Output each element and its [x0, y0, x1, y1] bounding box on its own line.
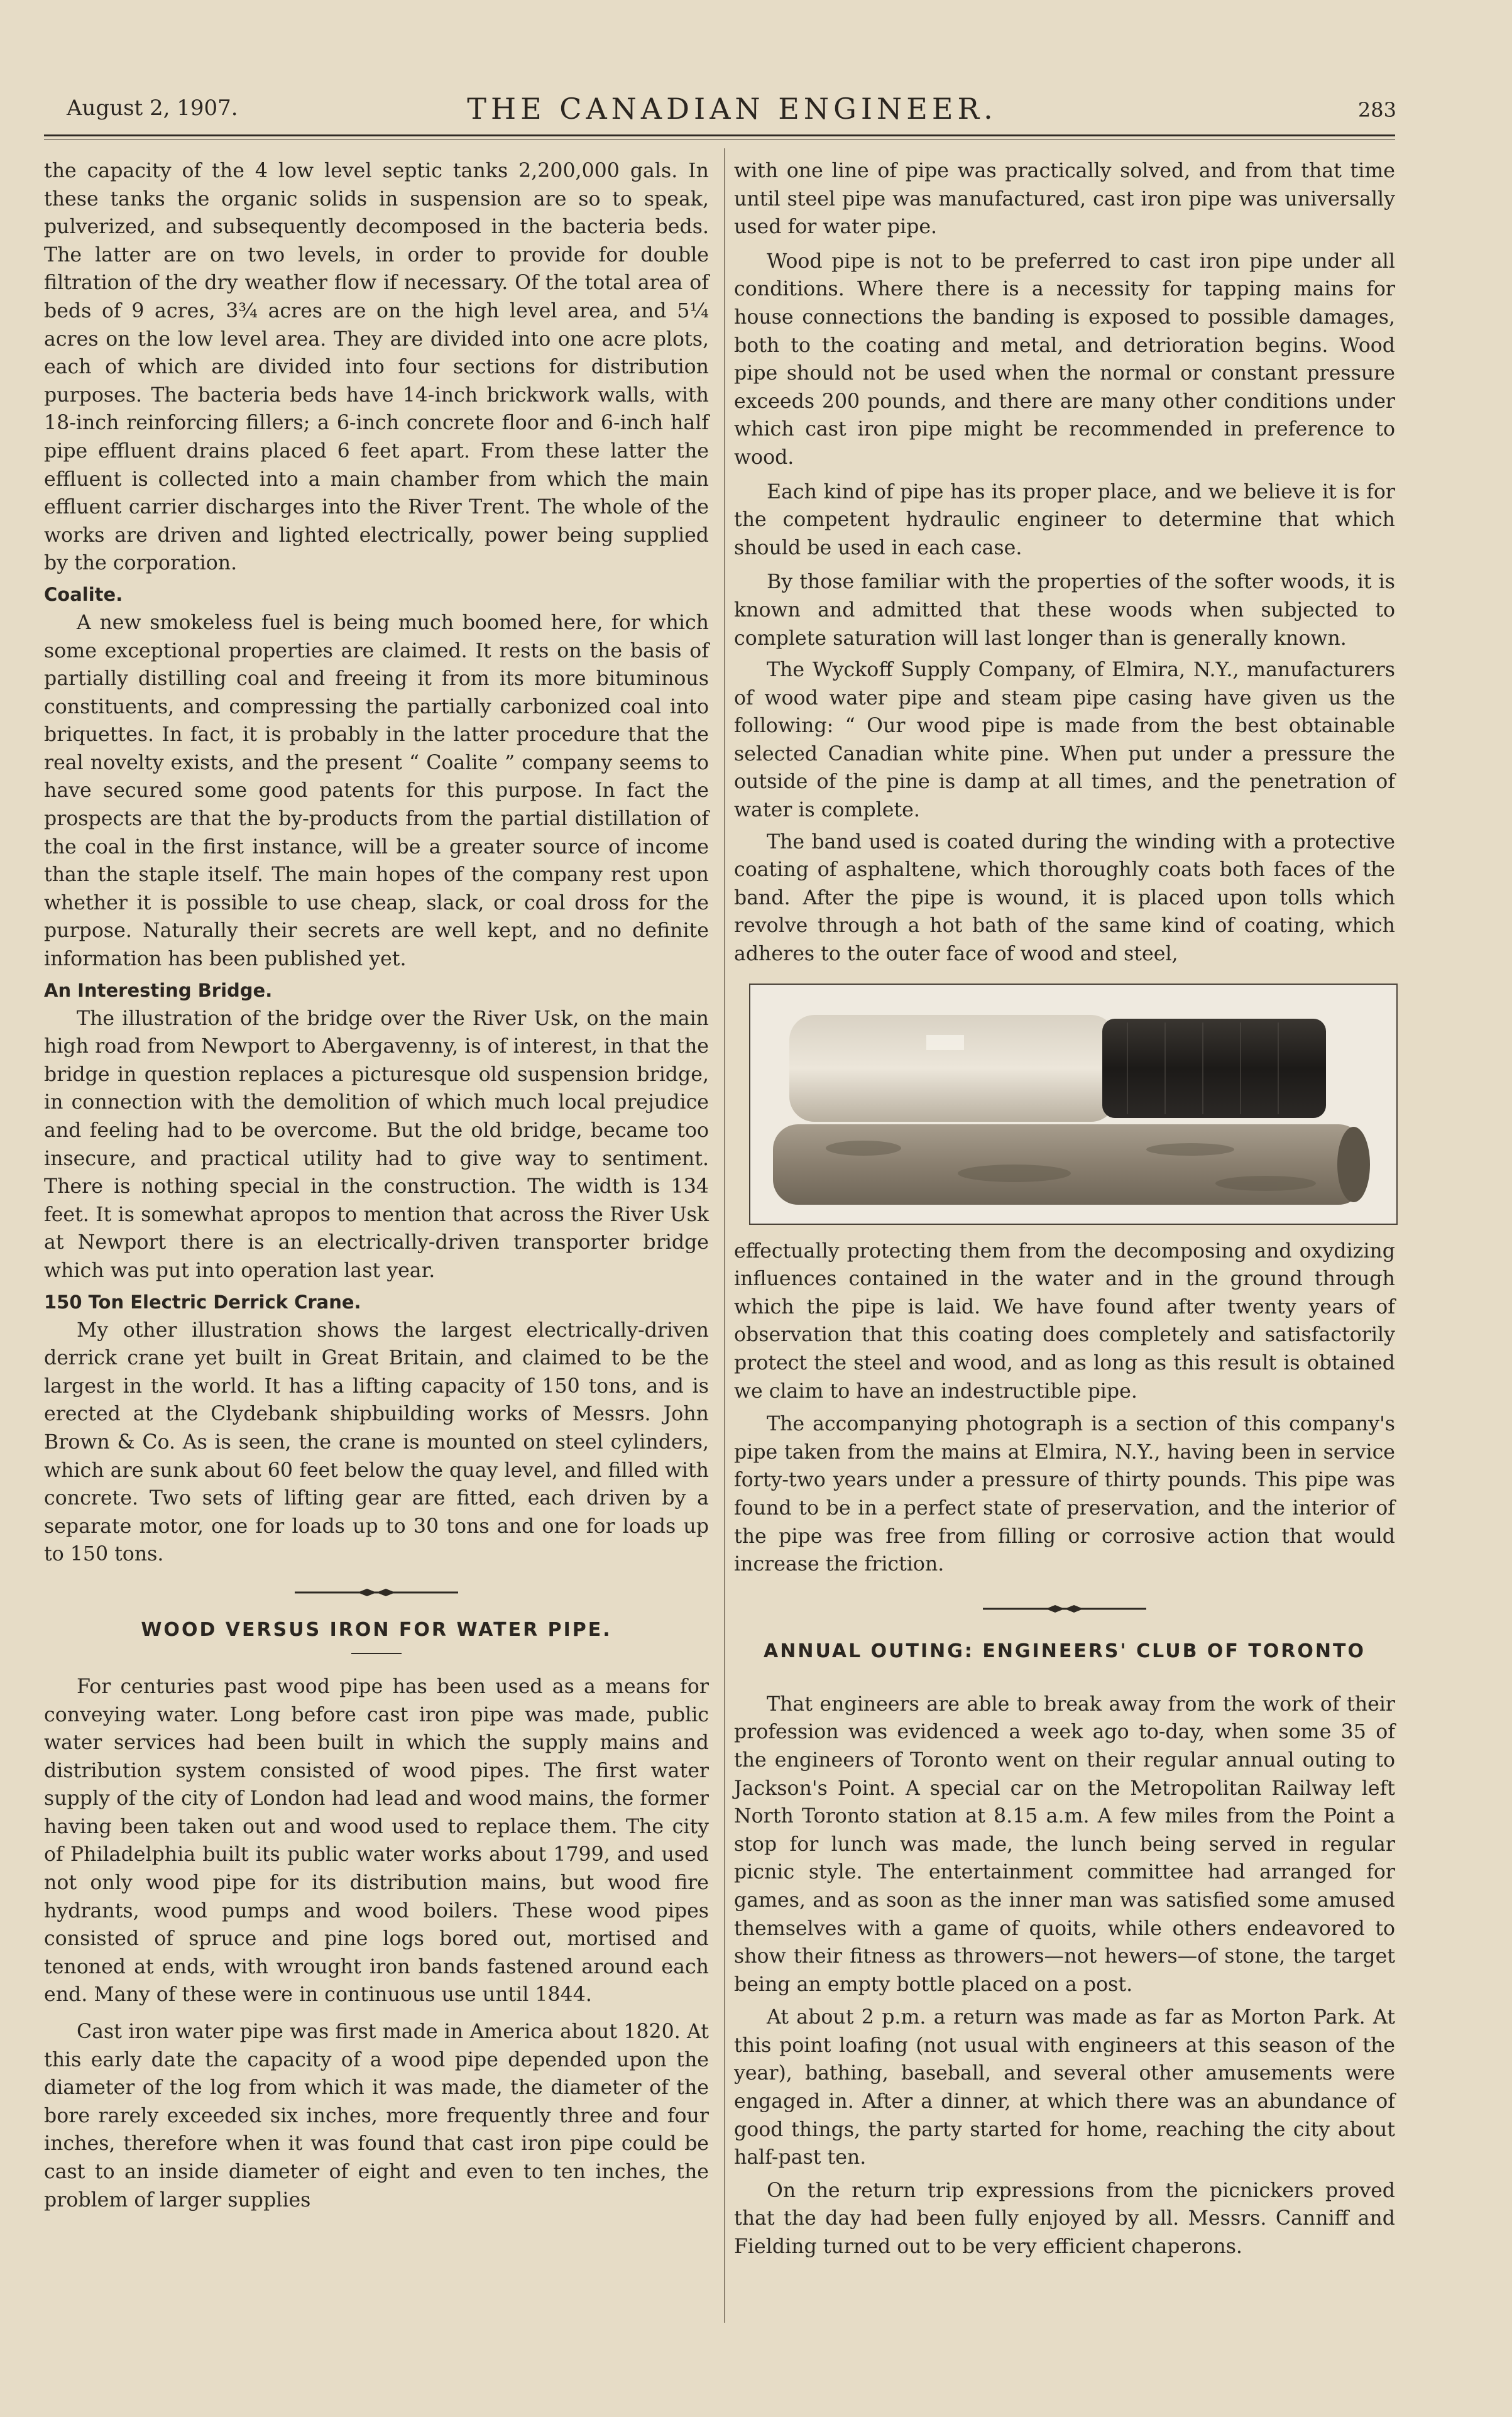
coalite-heading: Coalite.: [44, 583, 123, 605]
photograph-paragraph: The accompanying photograph is a section of this company's pipe taken from the mains at Elmira, N.Y., having been in service forty-two years under a pressure of thirty pounds. This pipe was found to be in a perfect state of preservation, and the interior of the pipe was free from filling or corrosive action that would increase the friction.: [734, 1413, 1395, 1576]
header-rule: [44, 134, 1395, 136]
bridge-paragraph: The illustration of the bridge over the River Usk, on the main high road from Newport to Abergavenny, is of interest, in that the bridge in question replaces a picturesque old suspension bridge, in connection with the demolition of which much local prejudice and feeling had to be overcome. But the old bridge, became too insecure, and practical utility had to give way to sentiment. There is nothing special in the construction. The width is 134 feet. It is somewhat apropos to mention that across the River Usk at Newport there is an electrically-driven transporter bridge which was put into operation last year.: [44, 1007, 709, 1282]
wood-pipe-title: WOOD VERSUS IRON FOR WATER PIPE.: [141, 1618, 612, 1641]
wood-pipe-paragraph-2: Cast iron water pipe was first made in America about 1820. At this early date the capacity of a wood pipe depended upon the diameter of the log from which it was made, the diameter of the bore rarely exceeded six inches, more frequently three and four inches, therefore when it was found that cast iron pipe could be cast to an inside diameter of eight and even to ten inches, the problem of larger supplies: [44, 2020, 709, 2211]
journal-title: THE CANADIAN ENGINEER.: [467, 92, 997, 126]
pipe-photograph: [749, 984, 1398, 1225]
page-number: 283: [1357, 98, 1396, 122]
wood-pipe-paragraph-1: For centuries past wood pipe has been used as a means for conveying water. Long before cast iron pipe was made, public water services had been built in which the supply mains and distribution system consisted of wood pipes. The first water supply of the city of London had lead and wood mains, the former having been taken out and wood used to replace them. The city of Philadelphia built its public water works about 1799, and used not only wood pipe for its distribution mains, but wood fire hydrants, wood pumps and wood boilers. These wood pipes consisted of spruce and pine logs bored out, mortised and tenoned at ends, with wrought iron bands fastened around each end. Many of these were in continuous use until 1844.: [44, 1675, 709, 2007]
issue-date: August 2, 1907.: [67, 96, 238, 121]
outing-paragraph-3: On the return trip expressions from the picnickers proved that the day had been fully enjoyed by all. Messrs. Canniff and Fielding turned out to be very efficient chaperons.: [734, 2179, 1395, 2259]
outing-paragraph-1: That engineers are able to break away from the work of their profession was evidenced a week ago to-day, when some 35 of the engineers of Toronto went on their regular annual outing to Jackson's Point. A special car on the Metropolitan Railway left North Toronto station at 8.15 a.m. A few miles from the Point a stop for lunch was made, the lunch being served in regular picnic style. The entertainment committee had arranged for games, and as soon as the inner man was satisfied some amused themselves with a game of quoits, while others endeavored to show their fitness as throwers—not hewers—of stone, the target being an empty bottle placed on a post.: [734, 1692, 1395, 1996]
wood-pipe-continued: with one line of pipe was practically solved, and from that time until steel pipe was manufactured, cast iron pipe was universally used for water pipe.: [734, 160, 1395, 239]
wood-pipe-paragraph-3: Wood pipe is not to be preferred to cast iron pipe under all conditions. Where there is a necessity for tapping mains for house connections the banding is exposed to possible damages, both to the coating and metal, and detrioration begins. Wood pipe should not be used when the normal or constant pressure exceeds 200 pounds, and there are many other conditions under which cast iron pipe might be recommended in preference to wood.: [734, 249, 1395, 469]
wood-pipe-paragraph-5: By those familiar with the properties of the softer woods, it is known and admitted that these woods when subjected to complete saturation will last longer than is generally known.: [734, 571, 1395, 650]
ornament-rule-icon: [295, 1587, 458, 1598]
outing-paragraph-2: At about 2 p.m. a return was made as far as Morton Park. At this point loafing (not usual with engineers at this season of the year), bathing, baseball, and several other amusements were engaged in. After a dinner, at which there was an abundance of good things, the party started for home, reaching the city about half-past ten.: [734, 2006, 1395, 2169]
ornament-rule-icon: [983, 1604, 1146, 1614]
crane-heading: 150 Ton Electric Derrick Crane.: [44, 1291, 361, 1313]
wyckoff-quote-paragraph: The Wyckoff Supply Company, of Elmira, N.Y., manufacturers of wood water pipe and steam pipe casing have given us the following: “ Our wood pipe is made from the best obtainable selected Canadian white pine. When put under a pressure the outside of the pine is damp at all times, and the penetration of water is complete.: [734, 659, 1395, 822]
left-column: [44, 157, 709, 2214]
wood-pipe-paragraph-4: Each kind of pipe has its proper place, and we believe it is for the competent hydraulic engineer to determine that which should be used in each case.: [734, 480, 1395, 559]
coalite-paragraph: A new smokeless fuel is being much boomed here, for which some exceptional properties are claimed. It rests on the basis of partially distilling coal and freeing it from its more bituminous constituents, and compressing the partially carbonized coal into briquettes. In fact, it is probably in the latter procedure that the real novelty exists, and the present “ Coalite ” company seems to have secured some good patents for this purpose. In fact the prospects are that the by-products from the partial distillation of the coal in the first instance, will be a greater source of income than the staple itself. The main hopes of the company rest upon whether it is possible to use cheap, slack, or coal dross for the purpose. Naturally their secrets are well kept, and no definite information has been published yet.: [44, 611, 709, 971]
title-dash: [351, 1653, 402, 1673]
section-ornament-2: [734, 1596, 1395, 1621]
section-ornament: [44, 1580, 709, 1605]
page-header: [63, 88, 1401, 132]
annual-outing-title: ANNUAL OUTING: ENGINEERS' CLUB OF TORONTO: [764, 1640, 1366, 1662]
column-divider: [724, 148, 725, 2323]
right-column: [734, 157, 1395, 2261]
sewage-works-paragraph: the capacity of the 4 low level septic tanks 2,200,000 gals. In these tanks the organic solids in suspension are so to speak, pulverized, and subsequently decomposed in the bacteria beds. The latter are on two levels, in order to provide for double filtration of the dry weather flow if necessary. Of the total area of beds of 9 acres, 3¾ acres are on the high level area, and 5¼ acres on the low level area. They are divided into one acre plots, each of which are divided into four sections for distribution purposes. The bacteria beds have 14-inch brickwork walls, with 18-inch reinforcing fillers; a 6-inch concrete floor and 6-inch half pipe effluent drains placed 6 feet apart. From these latter the effluent is collected into a main chamber from which the main effluent carrier discharges into the River Trent. The whole of the works are driven and lighted electrically, power being supplied by the corporation.: [44, 160, 709, 575]
pipe-section-image: [750, 985, 1396, 1224]
bridge-heading: An Interesting Bridge.: [44, 979, 273, 1001]
crane-paragraph: My other illustration shows the largest electrically-driven derrick crane yet built in Great Britain, and claimed to be the largest in the world. It has a lifting capacity of 150 tons, and is erected at the Clydebank shipbuilding works of Messrs. John Brown & Co. As is seen, the crane is mounted on steel cylinders, which are sunk about 60 feet below the quay level, and filled with concrete. Two sets of lifting gear are fitted, each driven by a separate motor, one for loads up to 30 tons and one for loads up to 150 tons.: [44, 1318, 709, 1566]
coating-paragraph-continued: effectually protecting them from the decomposing and oxydizing influences contained in the water and in the ground through which the pipe is laid. We have found after twenty years of observation that this coating does completely and satisfactorily protect the steel and wood, and as long as this result is obtained we claim to have an indestructible pipe.: [734, 1239, 1395, 1403]
coating-paragraph: The band used is coated during the winding with a protective coating of asphaltene, which thoroughly coats both faces of the band. After the pipe is wound, it is placed upon tolls which revolve through a hot bath of the same kind of coating, which adheres to the outer face of wood and steel,: [734, 830, 1395, 966]
